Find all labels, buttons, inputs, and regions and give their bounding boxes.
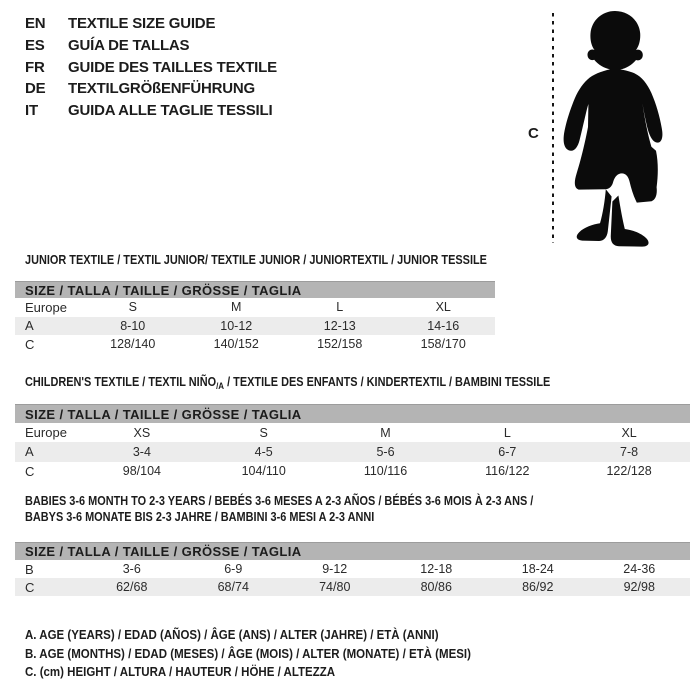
childrens-textile-table — [15, 404, 690, 481]
table-row — [15, 317, 495, 336]
size-cell: L — [336, 300, 344, 315]
size-cell: 152/158 — [317, 337, 363, 352]
legend-line-a — [25, 626, 510, 645]
table-row — [15, 335, 495, 354]
language-row — [25, 100, 277, 122]
size-cell: 110/116 — [363, 464, 408, 479]
language-list — [25, 13, 277, 121]
size-header-row — [15, 281, 495, 298]
size-cell: 3-6 — [122, 562, 141, 576]
size-cell: 6-7 — [498, 444, 517, 459]
row-label: A — [25, 444, 34, 460]
row-label: Europe — [25, 299, 67, 315]
language-title: TEXTILGRÖßENFÜHRUNG — [68, 80, 256, 98]
table-title-line1: BABIES 3-6 MONTH TO 2-3 YEARS / BEBÉS 3-6 MESES A 2-3 AÑOS / BÉBÉS 3-6 MOIS À 2-3 ANS / — [25, 493, 534, 508]
table-title-line2: BABYS 3-6 MONATE BIS 2-3 JAHRE / BAMBINI 3-6 MESI A 2-3 ANNI — [25, 509, 375, 524]
language-code: DE — [25, 80, 46, 98]
language-row — [25, 56, 277, 78]
table-row — [15, 423, 690, 442]
language-code: ES — [25, 37, 45, 55]
size-cell: 86/92 — [522, 580, 554, 594]
size-cell: 5-6 — [376, 444, 395, 459]
size-cell: 7-8 — [620, 444, 639, 459]
size-cell: 68/74 — [217, 580, 249, 594]
size-cell: 6-9 — [224, 562, 243, 576]
legend-text: A. AGE (YEARS) / EDAD (AÑOS) / ÂGE (ANS) / ALTER (JAHRE) / ETÀ (ANNI) — [25, 628, 439, 643]
language-title: TEXTILE SIZE GUIDE — [68, 15, 216, 33]
size-cell: XL — [621, 425, 637, 440]
language-title: GUIDE DES TAILLES TEXTILE — [68, 58, 277, 76]
language-code: IT — [25, 102, 38, 120]
size-header-label: SIZE / TALLA / TAILLE / GRÖSSE / TAGLIA — [25, 406, 302, 422]
table-title-part: CHILDREN'S TEXTILE / TEXTIL NIÑO — [25, 374, 217, 389]
size-cell: 8-10 — [120, 318, 146, 333]
legend-text: B. AGE (MONTHS) / EDAD (MESES) / ÂGE (MOIS) / ALTER (MONATE) / ETÀ (MESI) — [25, 646, 471, 661]
size-cell: XS — [133, 425, 151, 440]
size-cell: 3-4 — [132, 444, 151, 459]
size-cell: 18-24 — [521, 562, 554, 576]
table-title — [25, 374, 650, 395]
size-cell: L — [503, 425, 511, 440]
size-cell: 9-12 — [322, 562, 348, 576]
table-title-text: JUNIOR TEXTILE / TEXTIL JUNIOR/ TEXTILE JUNIOR / JUNIORTEXTIL / JUNIOR TESSILE — [25, 252, 487, 267]
language-row — [25, 35, 277, 57]
table-title — [25, 252, 575, 268]
size-cell: 116/122 — [485, 464, 530, 479]
legend-line-c — [25, 663, 510, 682]
size-header-row — [15, 542, 690, 560]
size-cell: 122/128 — [606, 464, 652, 479]
height-measure-label: C — [528, 125, 539, 142]
table-title-text — [25, 374, 550, 395]
size-cell: 12-13 — [323, 318, 356, 333]
size-cell: 14-16 — [427, 318, 460, 333]
size-cell: M — [380, 425, 391, 440]
size-cell: 80/86 — [420, 580, 452, 594]
size-cell: 98/104 — [122, 464, 162, 479]
legend-line-b — [25, 645, 510, 664]
size-cell: 158/170 — [420, 337, 466, 352]
table-row — [15, 298, 495, 317]
size-cell: 24-36 — [623, 562, 656, 576]
row-label: C — [25, 336, 35, 352]
size-header-label: SIZE / TALLA / TAILLE / GRÖSSE / TAGLIA — [25, 544, 302, 559]
table-row — [15, 560, 690, 578]
size-cell: 10-12 — [220, 318, 253, 333]
table-title-subscript: /A — [216, 381, 225, 392]
baby-silhouette-icon — [556, 5, 680, 249]
height-dashed-line — [552, 13, 554, 243]
size-cell: 74/80 — [319, 580, 351, 594]
size-cell: 4-5 — [254, 444, 273, 459]
row-label: C — [25, 463, 35, 479]
table-row — [15, 442, 690, 461]
table-title-part: / TEXTILE DES ENFANTS / KINDERTEXTIL / BAMBINI TESSILE — [224, 374, 551, 389]
language-title: GUIDA ALLE TAGLIE TESSILI — [68, 102, 273, 120]
size-cell: 92/98 — [623, 580, 655, 594]
language-code: FR — [25, 58, 45, 76]
row-label: Europe — [25, 425, 67, 441]
size-cell: S — [259, 425, 268, 440]
legend — [25, 626, 510, 682]
babies-textile-table — [15, 542, 690, 596]
language-code: EN — [25, 15, 46, 33]
language-row — [25, 78, 277, 100]
table-row — [15, 578, 690, 596]
size-cell: M — [231, 300, 242, 315]
size-cell: XL — [435, 300, 451, 315]
size-cell: 104/110 — [241, 464, 286, 479]
row-label: C — [25, 579, 35, 595]
row-label: A — [25, 318, 34, 334]
legend-text: C. (cm) HEIGHT / ALTURA / HAUTEUR / HÖHE / ALTEZZA — [25, 665, 336, 680]
language-row — [25, 13, 277, 35]
size-cell: 62/68 — [116, 580, 148, 594]
language-title: GUÍA DE TALLAS — [68, 37, 190, 55]
size-cell: 12-18 — [420, 562, 453, 576]
table-row — [15, 462, 690, 481]
junior-textile-table — [15, 281, 495, 354]
size-header-label: SIZE / TALLA / TAILLE / GRÖSSE / TAGLIA — [25, 282, 302, 298]
table-title — [25, 493, 630, 525]
row-label: B — [25, 561, 34, 577]
size-cell: S — [128, 300, 137, 315]
size-header-row — [15, 404, 690, 423]
size-cell: 140/152 — [213, 337, 259, 352]
size-cell: 128/140 — [110, 337, 156, 352]
